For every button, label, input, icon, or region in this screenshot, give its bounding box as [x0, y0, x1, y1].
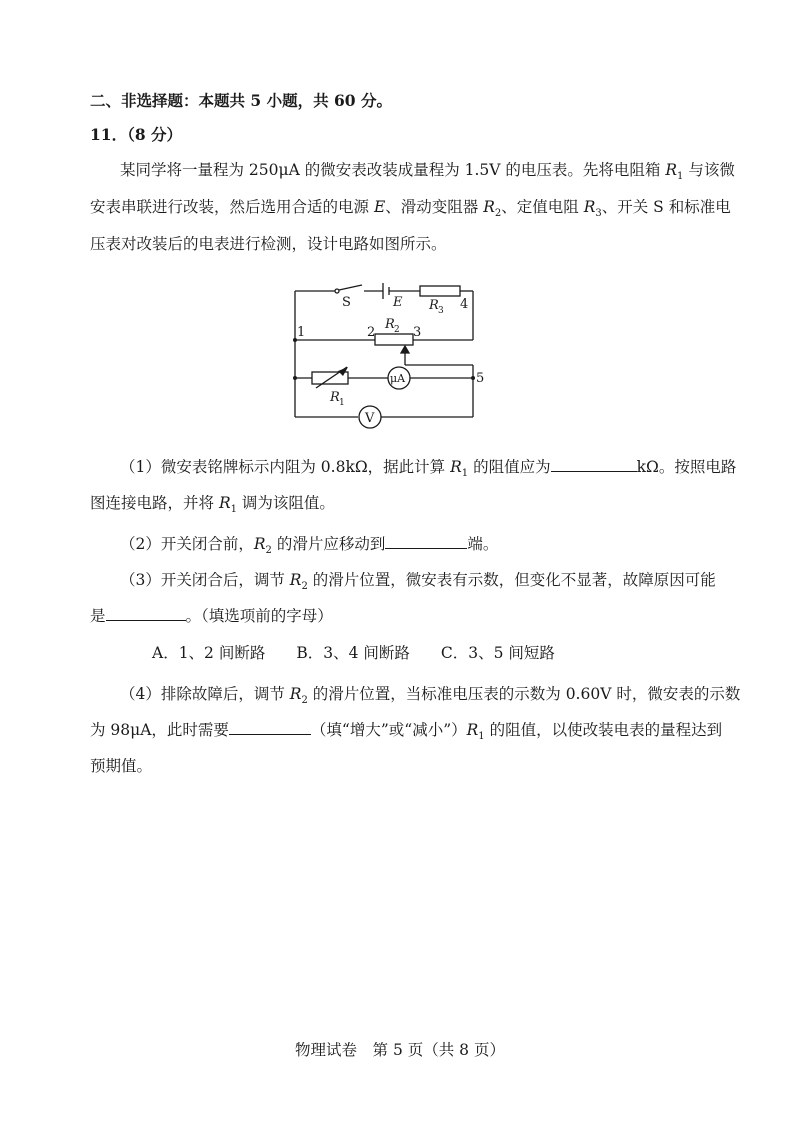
- label-node3: 3: [413, 325, 422, 340]
- page-footer: 物理试卷 第 5 页（共 8 页）: [295, 1041, 505, 1059]
- rheostat-r2: [375, 334, 413, 345]
- label-r2-sub: 2: [394, 325, 400, 335]
- part-1-line-2: 图连接电路，并将 $R_1$ 调为该阻值。: [90, 494, 335, 516]
- part-2: （2）开关闭合前，$R_2$ 的滑片应移动到 端。: [120, 535, 499, 557]
- resistor-r3: [420, 286, 460, 296]
- node-dot-5: [471, 376, 475, 380]
- label-microammeter: μA: [390, 372, 406, 385]
- slider-arrowhead: [401, 346, 409, 353]
- answer-blank-2[interactable]: [385, 533, 467, 549]
- circuit-diagram: [280, 272, 500, 442]
- label-switch: S: [342, 295, 351, 310]
- intro-line-3: 压表对改装后的电表进行检测，设计电路如图所示。: [90, 235, 447, 253]
- intro-line-2: 安表串联进行改装，然后选用合适的电源 E、滑动变阻器 $R_2$、定值电阻 $R_3$、开关 S 和标准电: [90, 198, 731, 220]
- part-4-line-1: （4）排除故障后，调节 $R_2$ 的滑片位置，当标准电压表的示数为 0.60V 时，微安表的示数: [120, 685, 741, 707]
- intro-line-1: 某同学将一量程为 250μA 的微安表改装成量程为 1.5V 的电压表。先将电阻箱 $R_1$ 与该微: [120, 161, 735, 183]
- part-4-line-3: 预期值。: [90, 757, 153, 775]
- label-r1-sub: 1: [339, 398, 345, 408]
- label-voltmeter: V: [365, 411, 375, 426]
- label-node5: 5: [476, 371, 485, 386]
- node-dot-left: [293, 376, 297, 380]
- answer-blank-3[interactable]: [106, 605, 186, 621]
- label-r3-sub: 3: [438, 306, 444, 316]
- label-node4: 4: [460, 297, 469, 312]
- answer-blank-4[interactable]: [229, 719, 311, 735]
- question-number: 11．（8 分）: [90, 125, 183, 144]
- part-3-line-2: 是 。（填选项前的字母）: [90, 607, 333, 625]
- switch-terminal: [335, 289, 339, 293]
- label-battery: E: [393, 295, 403, 310]
- label-r3: R: [429, 298, 439, 313]
- answer-blank-1[interactable]: [551, 456, 637, 472]
- part-1-line-1: （1）微安表铭牌标示内阻为 0.8kΩ，据此计算 $R_1$ 的阻值应为 kΩ。按照电路: [120, 458, 737, 480]
- switch-lever: [339, 285, 362, 290]
- label-node2: 2: [367, 325, 376, 340]
- options: A．1、2 间断路 B．3、4 间断路 C．3、5 间短路: [152, 644, 555, 662]
- label-r1: R: [330, 390, 340, 405]
- label-node1: 1: [297, 325, 306, 340]
- label-r2: R: [385, 317, 395, 332]
- section-heading: 二、非选择题：本题共 5 小题，共 60 分。: [90, 91, 392, 110]
- part-3-line-1: （3）开关闭合后，调节 $R_2$ 的滑片位置，微安表有示数，但变化不显著，故障原因可能: [120, 571, 716, 593]
- part-4-line-2: 为 98μA，此时需要 （填“增大”或“减小$”)R_1$ 的阻值，以使改装电表的量程达到: [90, 721, 723, 743]
